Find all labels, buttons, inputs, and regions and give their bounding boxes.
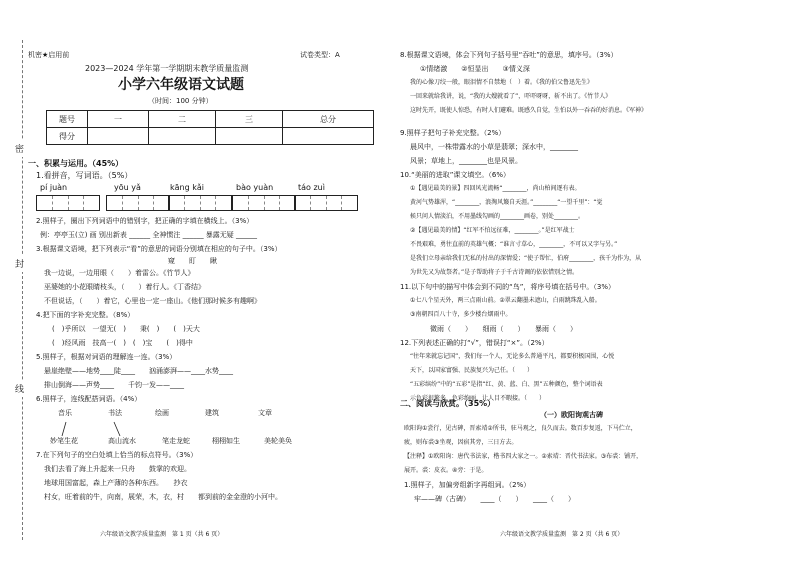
q7-line: 村女，旺着前的牛，向南，展荣，木，衣，村 都到前的金金澄的小河中。 bbox=[44, 493, 282, 501]
q3-line: 不但说话，（ ）着它，心里也一定一座山。《他们那时候多有趣啊》 bbox=[44, 297, 261, 305]
table-cell: 总分 bbox=[283, 111, 374, 128]
q5-line: 排山倒海——声势____ 千钧一发——____ bbox=[44, 381, 184, 389]
q6-top-word[interactable]: 绘画 bbox=[155, 409, 169, 417]
q3-line: 我一边说，一边用眼（ ）着雷公。《竹节人》 bbox=[44, 269, 195, 277]
binding-char-close: 封 bbox=[15, 255, 24, 272]
table-cell: 三 bbox=[216, 111, 283, 128]
q6-bottom-word[interactable]: 笔走龙蛇 bbox=[162, 437, 190, 445]
q12-prompt: 12.下列表述正确的打“√”，错误打“×”。（2%） bbox=[400, 339, 549, 347]
score-input[interactable] bbox=[283, 128, 374, 145]
q10-prompt: 10.“美丽的进取”课文填空。（6%） bbox=[400, 171, 510, 179]
q6-top-word[interactable]: 建筑 bbox=[205, 409, 219, 417]
q2-prompt: 2.照样子，圈出下列词语中的错别字，把正确的字填在横线上。（3%） bbox=[36, 217, 254, 225]
q7-line: 地球用国富起，森上产薄的各种东西。 抄衣 bbox=[44, 479, 188, 487]
pinyin-label: bào yuàn bbox=[236, 183, 274, 192]
q11-answer-line: 微雨（ ） 细雨（ ） 暴雨（ ） bbox=[430, 325, 577, 333]
page-footer: 六年级语文教学质量监测 第 2 页（共 6 页） bbox=[500, 531, 624, 538]
reading-note: 【注释】①欧阳询：唐代书法家，楷书四大家之一。②索靖：晋代书法家。③布裘：铺开， bbox=[404, 453, 643, 460]
q8-line: 这时先开，既使人惊恐，有时人们避难。既感久自觉，生怕以外一吞吞的好消息。《军神》 bbox=[410, 107, 648, 114]
score-input[interactable] bbox=[88, 128, 149, 145]
q5-prompt: 5.照样子，根据对词语的理解连一连。（3%） bbox=[36, 353, 177, 361]
q9-prompt: 9.照样子把句子补充完整。（2%） bbox=[400, 129, 506, 137]
exam-time: （时间：100 分钟） bbox=[148, 97, 213, 105]
q12-line: “往年来就忘记国”，我们每一个人，无论多么普通平凡，都要积极国围，心悦 bbox=[410, 353, 615, 360]
reading-line: 疲，则布裘③坐观，因宿其旁，三日方去。 bbox=[404, 439, 518, 446]
pinyin-label: táo zuì bbox=[298, 183, 325, 192]
q6-bottom-word[interactable]: 妙笔生花 bbox=[50, 437, 78, 445]
q10-line: 黄河气势雄浑，“________，浪淘风簸自天涯。”________“一望千里”：“觉 bbox=[410, 199, 603, 206]
q6-top-word[interactable]: 书法 bbox=[108, 409, 122, 417]
binding-char-seal: 密 bbox=[15, 140, 24, 157]
q7-line: 我们去看了海上升起来一只舟 鼓掌的欢迎。 bbox=[44, 465, 191, 473]
q12-line: “五彩缤纷”中的“五彩”是指“红、黄、蓝、白、黑”五种颜色，整个词语表 bbox=[410, 381, 603, 388]
q11-prompt: 11.以下句中的描写中体会到不同的“鸟”，将序号填在括号中。（3%） bbox=[400, 283, 615, 291]
q7-prompt: 7.在下列句子的空白处填上恰当的标点符号。（3%） bbox=[36, 451, 198, 459]
score-input[interactable] bbox=[149, 128, 216, 145]
page-footer: 六年级语文教学质量监测 第 1 页（共 6 页） bbox=[100, 531, 224, 538]
pinyin-label: yōu yǎ bbox=[114, 183, 141, 192]
section-1-heading: 一、积累与运用。（45%） bbox=[28, 159, 124, 168]
answer-grid[interactable] bbox=[294, 195, 358, 211]
q6-bottom-word[interactable]: 高山流水 bbox=[108, 437, 136, 445]
q10-line: ②【遇见最美的情】“红军不怕远征难，________。”是红军战士 bbox=[410, 227, 575, 234]
q6-top-word[interactable]: 音乐 bbox=[58, 409, 72, 417]
answer-grid[interactable] bbox=[36, 195, 100, 211]
pinyin-label: kāng kǎi bbox=[170, 183, 204, 192]
q4-line: ( )经风雨 技高一( ) ( )宝 ( )得中 bbox=[52, 339, 193, 347]
q13-line: 牢——碑（古碑） ____（ ） ____（ ） bbox=[414, 495, 575, 503]
q3-line: 巫婆她的小花眼睛枝头，（ ）着行人。《丁香结》 bbox=[44, 283, 205, 291]
q8-prompt: 8.根据课文语境，体会下列句子括号里“吞吐”的意思，填序号。（3%） bbox=[400, 51, 618, 59]
reading-note: 展开。裘：皮衣。④旁：于是。 bbox=[404, 467, 488, 474]
q11-line: ①七八个星天外，两三点雨山前。②翠云翻墨未遮山，白雨跳珠乱入船。 bbox=[410, 297, 601, 304]
answer-grid[interactable] bbox=[106, 195, 170, 211]
table-cell: 一 bbox=[88, 111, 149, 128]
reading-title: （一）欧阳询观古碑 bbox=[540, 411, 603, 419]
q10-line: 为世先又为故祭者。”是子帮助将子于千古诗调的依依惜别之情。 bbox=[410, 269, 579, 276]
q5-line: 悬崖绝壁——地势____陡____ 汹涌澎湃——____水势____ bbox=[44, 367, 233, 375]
q4-line: ( )乎所以 一望无( ) 秉( ) ( )天大 bbox=[52, 325, 200, 333]
answer-grid[interactable] bbox=[232, 195, 296, 211]
binding-line bbox=[22, 40, 23, 540]
q12-line: 天下，以国家富强、民族复兴为己任。（ ） bbox=[410, 367, 534, 374]
q12-line: 示色彩很繁多，色彩绚丽，让人目不暇接。（ ） bbox=[410, 395, 546, 402]
q1-prompt: 1.看拼音，写词语。（5%） bbox=[36, 171, 133, 180]
q10-line: 不畏艰难，勇往直前的英雄气概；“谁言寸草心，________，不可以又字与另。” bbox=[410, 241, 618, 248]
q9-line: 风景；草地上，________也是风景。 bbox=[410, 157, 522, 165]
q8-options: ①情绪激 ②恒显出 ③情义深 bbox=[420, 65, 530, 73]
q6-bottom-word[interactable]: 美轮美奂 bbox=[264, 437, 292, 445]
term-title: 2023—2024 学年第一学期期末教学质量监测 bbox=[85, 64, 249, 73]
pinyin-label: pí juàn bbox=[40, 183, 68, 192]
q11-line: ③南朝四百八十寺，多少楼台烟雨中。 bbox=[410, 311, 512, 318]
q6-top-word[interactable]: 文章 bbox=[258, 409, 272, 417]
q10-line: 候只问人情淡泊，不用墨线勾画的________画卷，别处________。 bbox=[410, 213, 585, 220]
section-2-heading: 二、阅读与欣赏。（35%） bbox=[400, 399, 496, 408]
reading-line: 欧阳询①尝行，见古碑，晋索靖②所书，驻马观之，良久而去。数百步复返，下马伫立， bbox=[404, 425, 637, 432]
q6-prompt: 6.照样子，连线配搭词语。（4%） bbox=[36, 395, 142, 403]
page-title: 小学六年级语文试题 bbox=[118, 77, 244, 93]
binding-char-line: 线 bbox=[15, 380, 24, 397]
q3-words: 窥 盯 瞅 bbox=[168, 257, 217, 265]
q4-prompt: 4.把下面的字补充完整。（8%） bbox=[36, 311, 135, 319]
q9-line: 晨风中，一株带露水的小草是翡翠；深水中，________ bbox=[410, 143, 578, 151]
q10-line: ①【遇见最美的景】四回风光流畅“________，尚山柏间逐有表。 bbox=[410, 185, 581, 192]
table-cell: 得分 bbox=[47, 128, 88, 145]
answer-grid[interactable] bbox=[168, 195, 232, 211]
q10-line: 是我们立母亲给我们无私的付出的深情爱；“使子帮忙，伯府________，孩千为作为，从 bbox=[410, 255, 642, 262]
q2-line: 例：亭亭玉(立) 画 别出新表 ______ 全神惯注 ______ 暴露无疑 ______ bbox=[40, 231, 258, 239]
paper-type: 试卷类型：A bbox=[300, 51, 340, 59]
table-cell: 二 bbox=[149, 111, 216, 128]
q13-prompt: 1.照样子，加偏旁组新字再组词。（2%） bbox=[404, 481, 531, 489]
q3-prompt: 3.根据课文语境，把下列表示“看”的意思的词语分别填在相应的句子中。（3%） bbox=[36, 245, 282, 253]
table-row bbox=[47, 111, 374, 128]
table-row bbox=[47, 128, 374, 145]
q6-bottom-word[interactable]: 栩栩如生 bbox=[212, 437, 240, 445]
q8-line: 我的心像刀绞一般，眼泪情不自禁地（ ）着。《我的伯父鲁迅先生》 bbox=[410, 79, 594, 86]
secret-label: 机密★启用前 bbox=[28, 51, 70, 59]
table-cell: 题号 bbox=[47, 111, 88, 128]
q8-line: 一回来就给我讲，说，“我的大嫂就看了”，吓吓呀呀，斩不出了。《竹节人》 bbox=[410, 93, 612, 100]
score-table bbox=[46, 110, 374, 145]
q6-connector-lines bbox=[40, 420, 340, 438]
score-input[interactable] bbox=[216, 128, 283, 145]
